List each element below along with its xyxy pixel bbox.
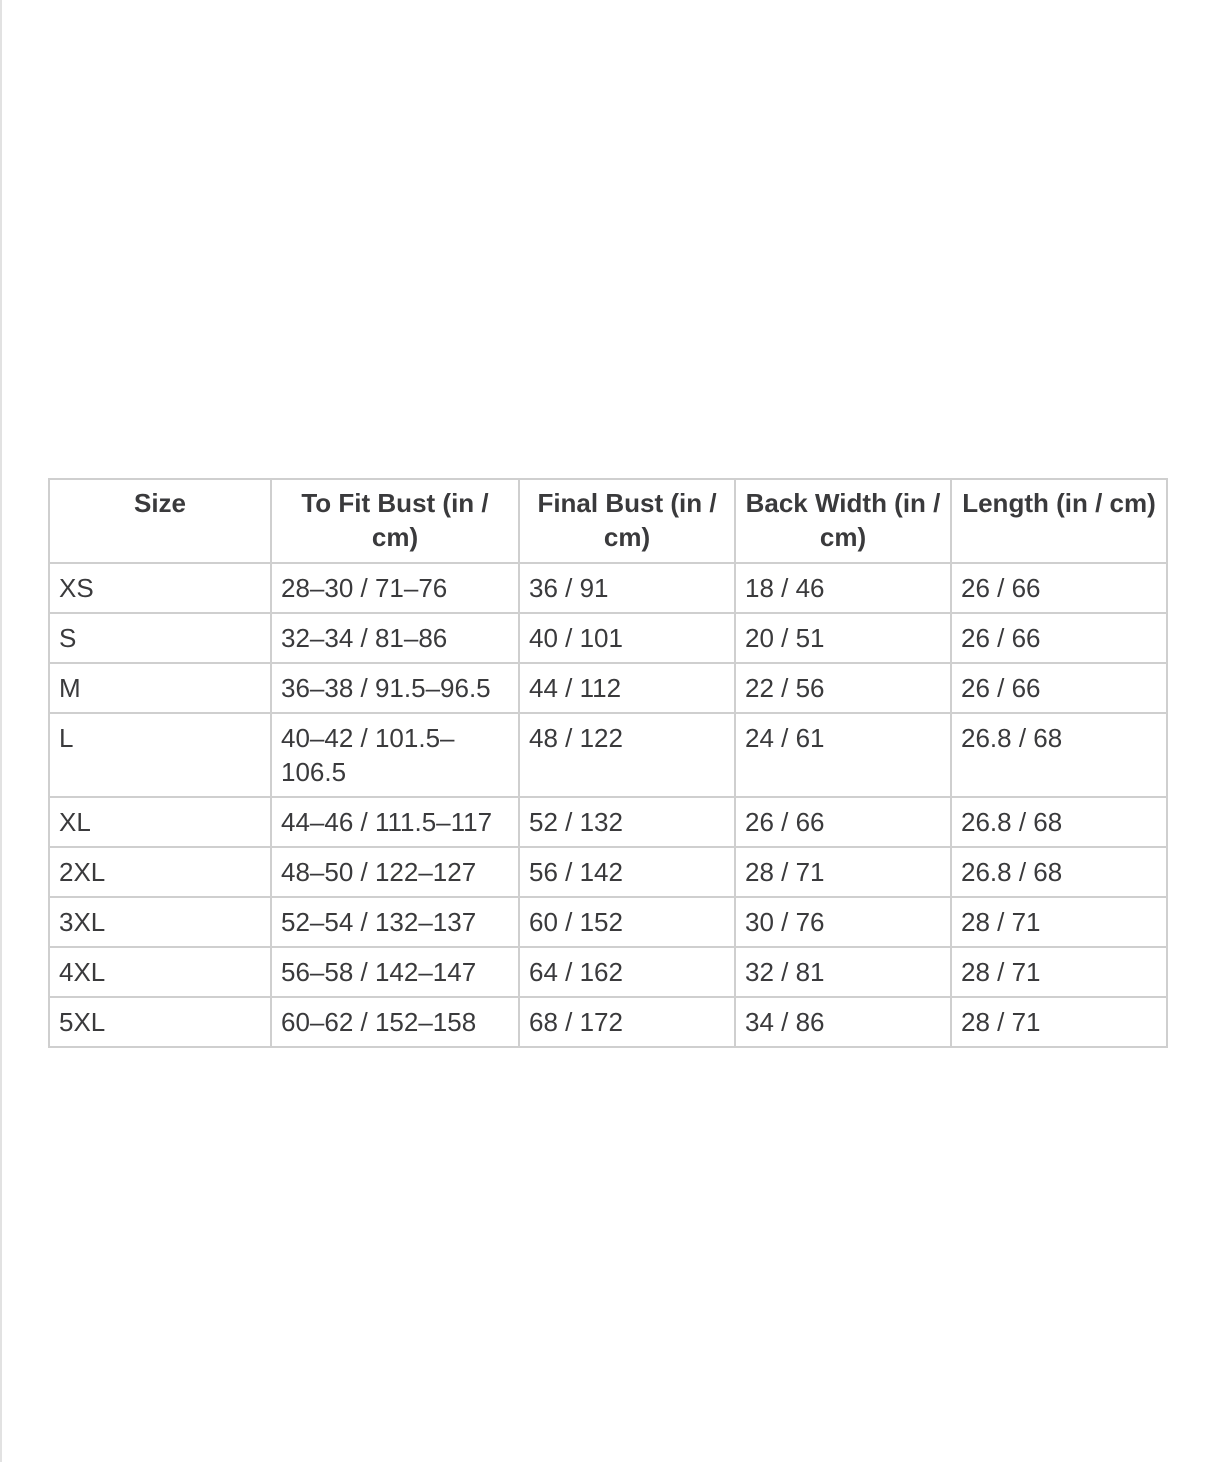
table-row	[49, 613, 1167, 663]
cell-final-bust: 36 / 91	[519, 563, 735, 613]
cell-back-width: 30 / 76	[735, 897, 951, 947]
cell-final-bust: 48 / 122	[519, 713, 735, 797]
header-final-bust: Final Bust (in / cm)	[519, 479, 735, 563]
cell-size: L	[49, 713, 271, 797]
cell-length: 26 / 66	[951, 563, 1167, 613]
cell-back-width: 26 / 66	[735, 797, 951, 847]
cell-size: 2XL	[49, 847, 271, 897]
table-row	[49, 897, 1167, 947]
cell-back-width: 34 / 86	[735, 997, 951, 1047]
cell-length: 26.8 / 68	[951, 797, 1167, 847]
cell-back-width: 22 / 56	[735, 663, 951, 713]
cell-back-width: 32 / 81	[735, 947, 951, 997]
cell-size: S	[49, 613, 271, 663]
cell-size: 4XL	[49, 947, 271, 997]
cell-length: 28 / 71	[951, 897, 1167, 947]
cell-back-width: 24 / 61	[735, 713, 951, 797]
cell-to-fit-bust: 44–46 / 111.5–117	[271, 797, 519, 847]
table-header-row	[49, 479, 1167, 563]
header-back-width: Back Width (in / cm)	[735, 479, 951, 563]
cell-length: 26.8 / 68	[951, 713, 1167, 797]
cell-to-fit-bust: 56–58 / 142–147	[271, 947, 519, 997]
size-chart-table	[48, 478, 1168, 1048]
cell-final-bust: 64 / 162	[519, 947, 735, 997]
table-row	[49, 713, 1167, 797]
cell-to-fit-bust: 40–42 / 101.5–106.5	[271, 713, 519, 797]
table-row	[49, 847, 1167, 897]
cell-size: XS	[49, 563, 271, 613]
cell-length: 26 / 66	[951, 613, 1167, 663]
size-chart-container	[48, 478, 1166, 1048]
table-row	[49, 797, 1167, 847]
cell-length: 28 / 71	[951, 947, 1167, 997]
cell-final-bust: 68 / 172	[519, 997, 735, 1047]
cell-final-bust: 52 / 132	[519, 797, 735, 847]
header-length: Length (in / cm)	[951, 479, 1167, 563]
cell-back-width: 18 / 46	[735, 563, 951, 613]
cell-final-bust: 44 / 112	[519, 663, 735, 713]
cell-back-width: 28 / 71	[735, 847, 951, 897]
cell-length: 26 / 66	[951, 663, 1167, 713]
header-size: Size	[49, 479, 271, 563]
cell-to-fit-bust: 48–50 / 122–127	[271, 847, 519, 897]
cell-final-bust: 56 / 142	[519, 847, 735, 897]
table-row	[49, 563, 1167, 613]
header-to-fit-bust: To Fit Bust (in / cm)	[271, 479, 519, 563]
cell-to-fit-bust: 36–38 / 91.5–96.5	[271, 663, 519, 713]
cell-size: M	[49, 663, 271, 713]
table-row	[49, 947, 1167, 997]
table-row	[49, 997, 1167, 1047]
page-edge	[0, 0, 2, 1462]
cell-to-fit-bust: 52–54 / 132–137	[271, 897, 519, 947]
cell-size: 3XL	[49, 897, 271, 947]
cell-size: 5XL	[49, 997, 271, 1047]
cell-to-fit-bust: 60–62 / 152–158	[271, 997, 519, 1047]
cell-final-bust: 60 / 152	[519, 897, 735, 947]
cell-length: 28 / 71	[951, 997, 1167, 1047]
cell-size: XL	[49, 797, 271, 847]
table-row	[49, 663, 1167, 713]
cell-back-width: 20 / 51	[735, 613, 951, 663]
cell-final-bust: 40 / 101	[519, 613, 735, 663]
cell-to-fit-bust: 28–30 / 71–76	[271, 563, 519, 613]
cell-length: 26.8 / 68	[951, 847, 1167, 897]
cell-to-fit-bust: 32–34 / 81–86	[271, 613, 519, 663]
